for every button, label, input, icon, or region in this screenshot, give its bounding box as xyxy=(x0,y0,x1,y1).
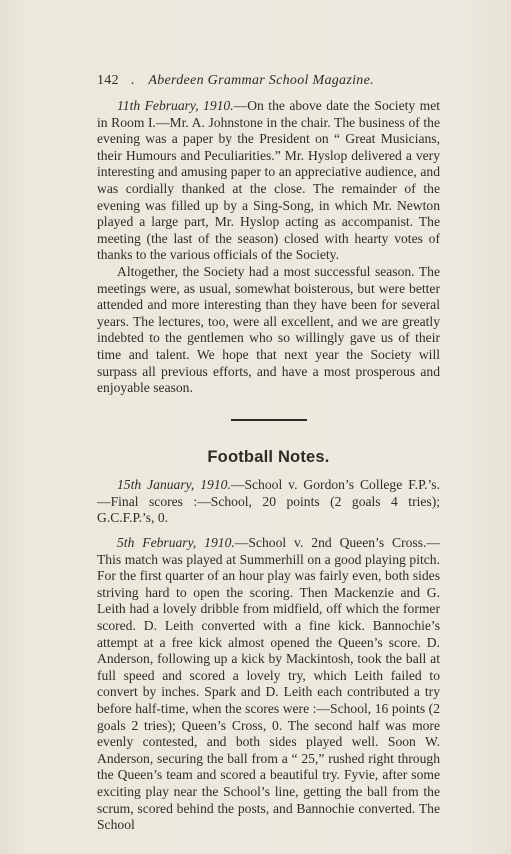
entry-text: —On the above date the Society met in Room I.—Mr. A. Johnstone in the chair. The business of the evening was a paper by the President on “ Great Musicians, their Humours and Peculiarities.” Mr. Hyslop delivered a very interesting and amusing paper to an appreciative audience, and was cordially thanked at the close. The remainder of the evening was filled up by a Sing-Song, in which Mr. Newton played a large part, Mr. Hyslop acting as accompanist. The meeting (the last of the season) closed with hearty votes of thanks to the various officials of the Society. xyxy=(97,98,441,263)
entry-text: Altogether, the Society had a most successful season. The meetings were, as usual, somewhat boisterous, but were better attended and more interesting than they have been for several years. The lectures, too, were all excellent, and we are greatly indebted to the gentlemen who so willingly gave us of their time and talent. We hope that next year the Society will surpass all previous efforts, and have a most prosperous and enjoyable season. xyxy=(97,263,440,396)
running-header xyxy=(97,73,457,89)
entry-date: 15th January, 1910. xyxy=(117,477,231,493)
header-separator: . xyxy=(130,73,135,88)
page-body xyxy=(97,98,440,834)
running-title: Aberdeen Grammar School Magazine. xyxy=(148,73,374,88)
section-heading: Football Notes. xyxy=(207,447,330,466)
entry-text: —School v. Gordon’s College F.P.’s. —Final scores :—School, 20 points (2 goals 4 tries); G.C.F.P.’s, 0. xyxy=(97,477,440,526)
entry-date: 5th February, 1910. xyxy=(117,535,235,551)
entry-text: —School v. 2nd Queen’s Cross.— This match was played at Summerhill on a good playing pitch. For the first quarter of an hour play was fairly even, both sides striving hard to open the scoring. Then Mackenzie and G. Leith had a lovely dribble from midfield, off which the former scored. D. Leith converted with a fine kick. Bannochie’s attempt at a free kick almost opened the Queen’s score. D. Anderson, following up a kick by Mackintosh, took the ball at full speed and scored a lovely try, which Leith failed to convert by inches. Spark and D. Leith each contributed a try before half-time, when the scores were :—School, 16 points (2 goals 2 tries); Queen’s Cross, 0. The second half was more evenly contested, and both sides played well. Soon W. Anderson, securing the ball from a “ 25,” rushed right through the Queen’s team and scored a beautiful try. Fyvie, after some exciting play near the School’s line, getting the ball from the scrum, scored behind the posts, and Bannochie converted. The School xyxy=(97,535,440,833)
paragraph-match-gordons xyxy=(97,477,440,527)
paragraph-season-summary xyxy=(97,264,440,397)
page-number: 142 xyxy=(97,73,119,88)
paragraph-society-meeting xyxy=(97,98,440,264)
section-divider xyxy=(231,419,307,421)
entry-date: 11th February, 1910. xyxy=(117,98,234,113)
paragraph-match-queens-cross xyxy=(97,535,440,834)
